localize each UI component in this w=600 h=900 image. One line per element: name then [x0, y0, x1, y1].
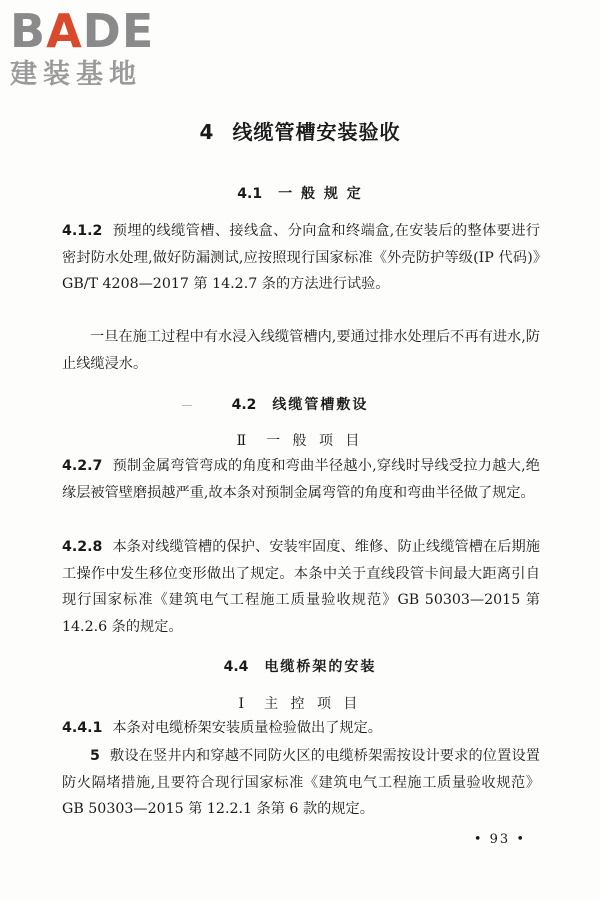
clause-number: 4.2.8 — [62, 539, 103, 555]
logo-subtitle: 建装基地 — [10, 59, 142, 90]
scan-mark — [182, 405, 192, 406]
section-heading-4-1: 4.1 一 般 规 定 — [237, 186, 363, 202]
clause-number: 4.2.7 — [62, 458, 103, 474]
clause-number: 4.4.1 — [62, 720, 103, 736]
page-number: • 93 • — [473, 832, 526, 847]
section-heading-4-2: 4.2 线缆管槽敷设 — [231, 397, 369, 413]
logo-letters: BADE — [10, 4, 155, 58]
clause-4-2-8 — [62, 534, 540, 640]
item-number: 5 — [90, 748, 100, 764]
clause-4-1-2 — [62, 218, 540, 298]
clause-text: 本条对线缆管槽的保护、安装牢固度、维修、防止线缆管槽在后期施工操作中发生移位变形做出了规定。本条中关于直线段管卡间最大距离引自现行国家标准《建筑电气工程施工质量验收规范》GB 50303—2015 第 14.2.6 条的规定。 — [62, 539, 540, 635]
subheading-general-items: Ⅱ 一 般 项 目 — [236, 433, 364, 449]
clause-4-4-1 — [62, 715, 540, 742]
bade-logo — [10, 4, 180, 108]
clause-text: 本条对电缆桥架安装质量检验做出了规定。 — [112, 720, 382, 736]
subheading-main-control-items: Ⅰ 主 控 项 目 — [238, 696, 362, 712]
clause-4-1-2-paragraph-2: 一旦在施工过程中有水浸入线缆管槽内,要通过排水处理后不再有进水,防止线缆浸水。 — [62, 329, 540, 372]
clause-4-2-7 — [62, 453, 540, 506]
item-5 — [62, 743, 540, 823]
chapter-number: 4 — [199, 120, 215, 144]
chapter-title — [0, 116, 600, 145]
section-heading-4-4: 4.4 电缆桥架的安装 — [223, 659, 377, 675]
clause-text: 预埋的线缆管槽、接线盒、分向盒和终端盒,在安装后的整体要进行密封防水处理,做好防漏测试,应按照现行国家标准《外壳防护等级(IP 代码)》GB/T 4208—2017 第 14.2.7 条的方法进行试验。 — [62, 223, 540, 293]
item-text: 敷设在竖井内和穿越不同防火区的电缆桥架需按设计要求的位置设置防火隔堵措施,且要符合现行国家标准《建筑电气工程施工质量验收规范》GB 50303—2015 第 12.2.1 条第 6 款的规定。 — [62, 748, 540, 818]
clause-number: 4.1.2 — [62, 223, 103, 239]
chapter-title-text: 线缆管槽安装验收 — [232, 120, 401, 144]
clause-text: 预制金属弯管弯成的角度和弯曲半径越小,穿线时导线受拉力越大,绝缘层被管壁磨损越严重,故本条对预制金属弯管的角度和弯曲半径做了规定。 — [62, 458, 540, 501]
